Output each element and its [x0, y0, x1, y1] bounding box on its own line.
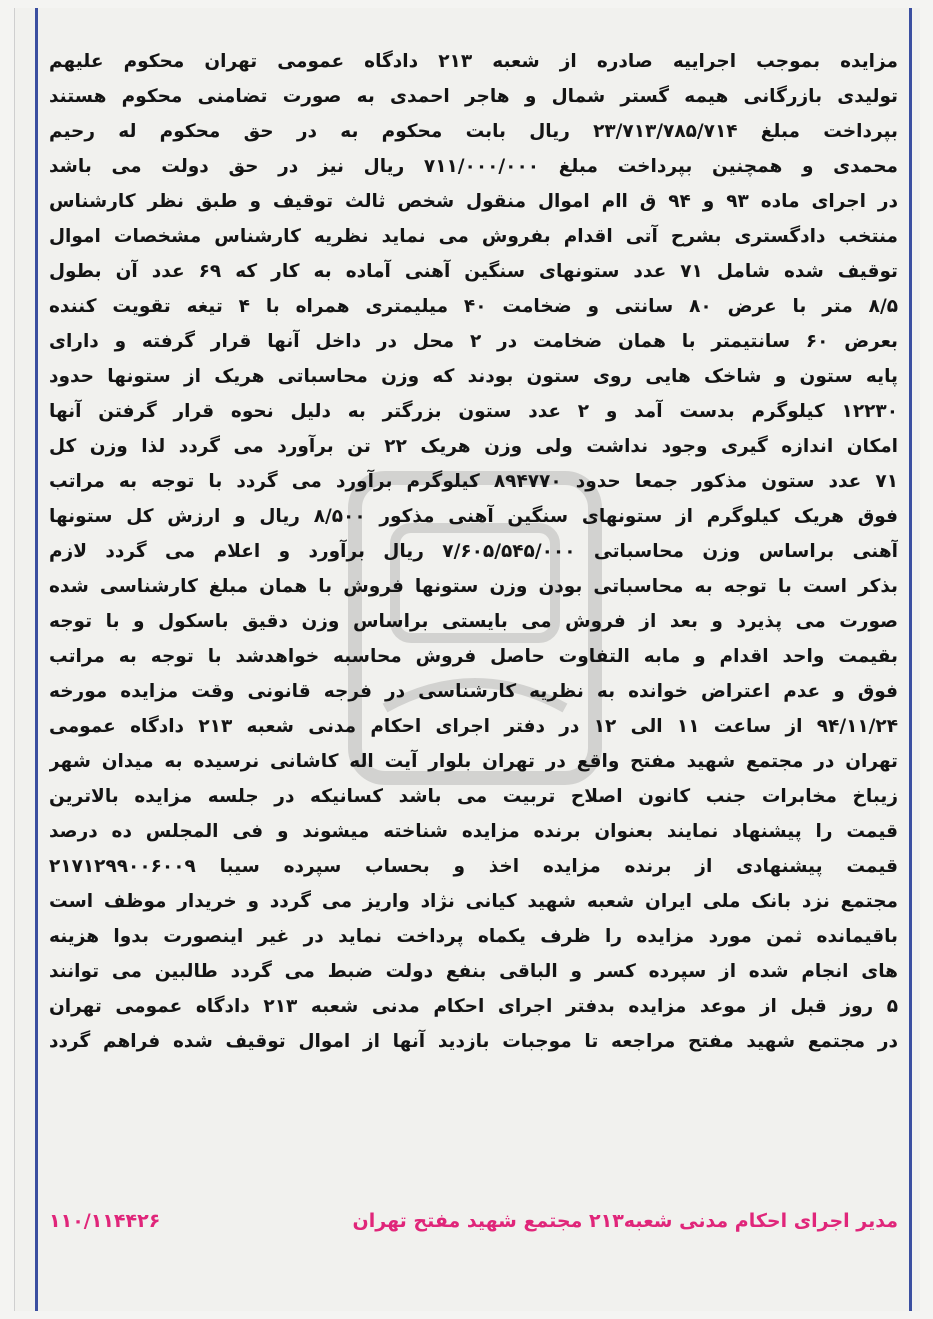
- notice-line: در مجتمع شهید مفتح مراجعه تا موجبات بازدید آنها از اموال توقیف شده فراهم گردد: [49, 1031, 898, 1052]
- notice-line: منتخب دادگستری بشرح آتی اقدام بفروش می نماید نظریه کارشناس مشخصات اموال: [49, 226, 898, 247]
- notice-line: ۵ روز قبل از موعد مزایده بدفتر اجرای احکام مدنی شعبه ۲۱۳ دادگاه عمومی تهران: [49, 996, 898, 1017]
- notice-line: ۷۱ عدد ستون مذکور جمعا حدود ۸۹۴۷۷۰ کیلوگرم برآورد می گردد با توجه به مراتب: [49, 471, 898, 492]
- notice-code: ۱۱۰/۱۱۴۴۲۶: [49, 1210, 161, 1232]
- notice-line: باقیمانده ثمن مورد مزایده را ظرف یکماه پرداخت نماید در غیر اینصورت بدوا هزینه: [49, 926, 898, 947]
- right-border-rule: [909, 8, 912, 1311]
- notice-line: صورت می پذیرد و بعد از فروش می بایستی براساس وزن دقیق باسکول و با توجه: [49, 611, 898, 632]
- notice-line: بقیمت واحد اقدام و مابه التفاوت حاصل فروش محاسبه خواهدشد با توجه به مراتب: [49, 646, 898, 667]
- notice-line: ۹۴/۱۱/۲۴ از ساعت ۱۱ الی ۱۲ در دفتر اجرای احکام مدنی شعبه ۲۱۳ دادگاه عمومی: [49, 716, 898, 737]
- notice-line: پایه ستون و شاخک هایی روی ستون بودند که وزن محاسباتی هریک از ستونها حدود: [49, 366, 898, 387]
- left-border-rule: [35, 8, 38, 1311]
- notice-line: مجتمع نزد بانک ملی ایران شعبه شهید کیانی نژاد واریز می گردد و خریدار موظف است: [49, 891, 898, 912]
- signer-title: مدیر اجرای احکام مدنی شعبه۲۱۳ مجتمع شهید مفتح تهران: [352, 1210, 898, 1232]
- auction-notice-body: [49, 44, 898, 1059]
- notice-line: فوق هریک کیلوگرم از ستونهای سنگین آهنی مذکور ۸/۵۰۰ ریال و ارزش کل ستونها: [49, 506, 898, 527]
- notice-line: بپرداخت مبلغ ۲۳/۷۱۳/۷۸۵/۷۱۴ ریال بابت محکوم به در حق محکوم له رحیم: [49, 121, 898, 142]
- notice-line: مزایده بموجب اجراییه صادره از شعبه ۲۱۳ دادگاه عمومی تهران محکوم علیهم: [49, 51, 898, 72]
- notice-line: امکان اندازه گیری وجود نداشت ولی وزن هریک ۲۲ تن برآورد می گردد لذا وزن کل: [49, 436, 898, 457]
- newspaper-clipping: [14, 8, 920, 1311]
- notice-footer: [49, 1210, 898, 1232]
- notice-line: در اجرای ماده ۹۳ و ۹۴ ق اام اموال منقول شخص ثالث توقیف و طبق نظر کارشناس: [49, 191, 898, 212]
- notice-line: های انجام شده از سپرده کسر و الباقی بنفع دولت ضبط می گردد طالبین می توانند: [49, 961, 898, 982]
- notice-line: زیباخ مخابرات جنب کانون اصلاح تربیت می باشد کسانیکه در جلسه مزایده بالاترین: [49, 786, 898, 807]
- notice-line: توقیف شده شامل ۷۱ عدد ستونهای سنگین آهنی آماده به کار که ۶۹ عدد آن بطول: [49, 261, 898, 282]
- notice-line: ۸/۵ متر با عرض ۸۰ سانتی و ضخامت ۴۰ میلیمتری همراه با ۴ تیغه تقویت کننده: [49, 296, 898, 317]
- notice-line: قیمت پیشنهادی از برنده مزایده اخذ و بحساب سپرده سیبا ۲۱۷۱۲۹۹۰۰۶۰۰۹: [49, 856, 898, 877]
- notice-line: قیمت را پیشنهاد نمایند بعنوان برنده مزایده شناخته میشوند و فی المجلس ده درصد: [49, 821, 898, 842]
- notice-line: آهنی براساس وزن محاسباتی ۷/۶۰۵/۵۴۵/۰۰۰ ریال برآورد و اعلام می گردد لازم: [49, 541, 898, 562]
- notice-line: تولیدی بازرگانی هیمه گستر شمال و هاجر احمدی به صورت تضامنی محکوم هستند: [49, 86, 898, 107]
- notice-line: فوق و عدم اعتراض خوانده به نظریه کارشناسی در فرجه قانونی وقت مزایده مورخه: [49, 681, 898, 702]
- notice-line: ۱۲۲۳۰ کیلوگرم بدست آمد و ۲ عدد ستون بزرگتر به دلیل نحوه قرار گرفتن آنها: [49, 401, 898, 422]
- notice-line: تهران در مجتمع شهید مفتح واقع در تهران بلوار آیت اله کاشانی نرسیده به میدان شهر: [49, 751, 898, 772]
- notice-line: محمدی و همچنین بپرداخت مبلغ ۷۱۱/۰۰۰/۰۰۰ ریال نیز در حق دولت می باشد: [49, 156, 898, 177]
- notice-line: بعرض ۶۰ سانتیمتر با همان ضخامت در ۲ محل در داخل آنها قرار گرفته و دارای: [49, 331, 898, 352]
- notice-line: بذکر است با توجه به محاسباتی بودن وزن ستونها فروش با همان مبلغ کارشناسی شده: [49, 576, 898, 597]
